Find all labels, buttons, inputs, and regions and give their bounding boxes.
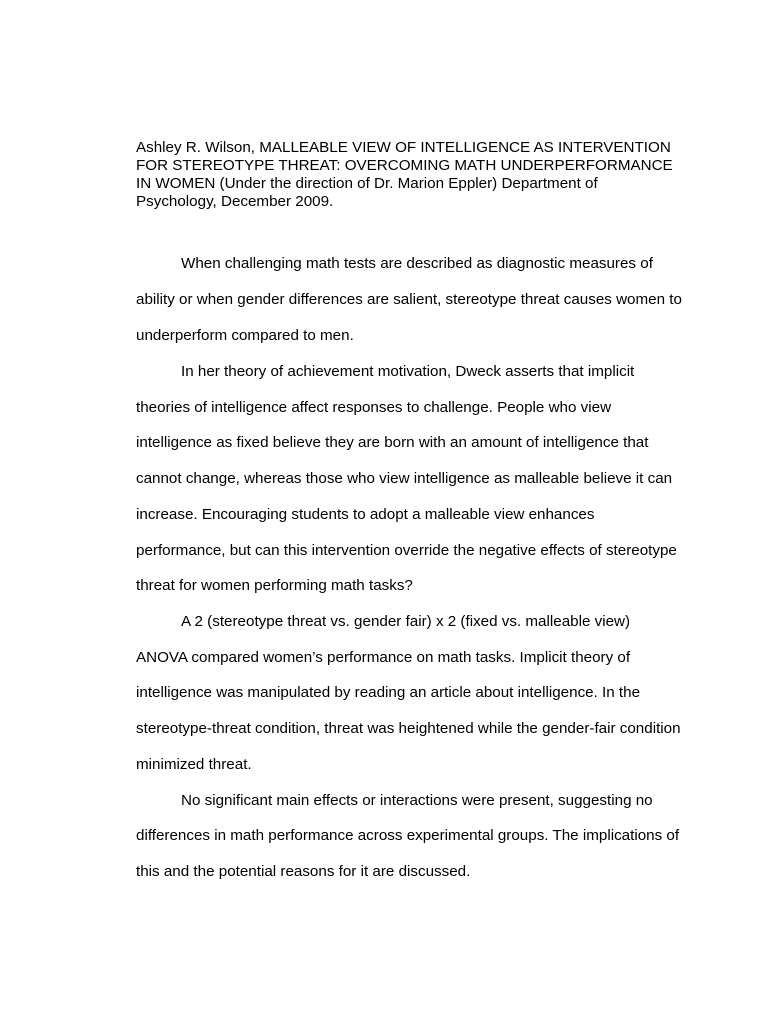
- paragraph-3-line: A 2 (stereotype threat vs. gender fair) x 2 (fixed vs. malleable view): [181, 613, 631, 630]
- paragraph-4-line: No significant main effects or interactions were present, suggesting no: [181, 792, 653, 809]
- heading-line: Ashley R. Wilson, MALLEABLE VIEW OF INTELLIGENCE AS INTERVENTION: [136, 139, 671, 156]
- abstract-heading: [136, 139, 696, 211]
- paragraph-2-line: increase. Encouraging students to adopt a malleable view enhances: [136, 506, 595, 523]
- heading-line: FOR STEREOTYPE THREAT: OVERCOMING MATH UNDERPERFORMANCE: [136, 157, 673, 174]
- paragraph-4-line: this and the potential reasons for it are discussed.: [136, 863, 471, 880]
- paragraph-3-line: intelligence was manipulated by reading an article about intelligence. In the: [136, 684, 641, 701]
- paragraph-2-line: performance, but can this intervention override the negative effects of stereotype: [136, 542, 677, 559]
- paragraph-2-line: cannot change, whereas those who view intelligence as malleable believe it can: [136, 470, 673, 487]
- heading-line: Psychology, December 2009.: [136, 193, 334, 210]
- paragraph-3-line: ANOVA compared women’s performance on math tasks. Implicit theory of: [136, 649, 631, 666]
- paragraph-3-line: stereotype-threat condition, threat was heightened while the gender-fair condition: [136, 720, 681, 737]
- heading-line: IN WOMEN (Under the direction of Dr. Marion Eppler) Department of: [136, 175, 598, 192]
- paragraph-2-line: In her theory of achievement motivation, Dweck asserts that implicit: [181, 363, 635, 380]
- paragraph-1-line: underperform compared to men.: [136, 327, 354, 344]
- paragraph-2-line: intelligence as fixed believe they are born with an amount of intelligence that: [136, 434, 649, 451]
- paragraph-2-line: theories of intelligence affect responses to challenge. People who view: [136, 399, 612, 416]
- paragraph-2-line: threat for women performing math tasks?: [136, 577, 413, 594]
- paragraph-1-line: When challenging math tests are described as diagnostic measures of: [181, 255, 653, 272]
- paragraph-1-line: ability or when gender differences are salient, stereotype threat causes women to: [136, 291, 682, 308]
- paragraph-3-line: minimized threat.: [136, 756, 252, 773]
- paragraph-4-line: differences in math performance across experimental groups. The implications of: [136, 827, 680, 844]
